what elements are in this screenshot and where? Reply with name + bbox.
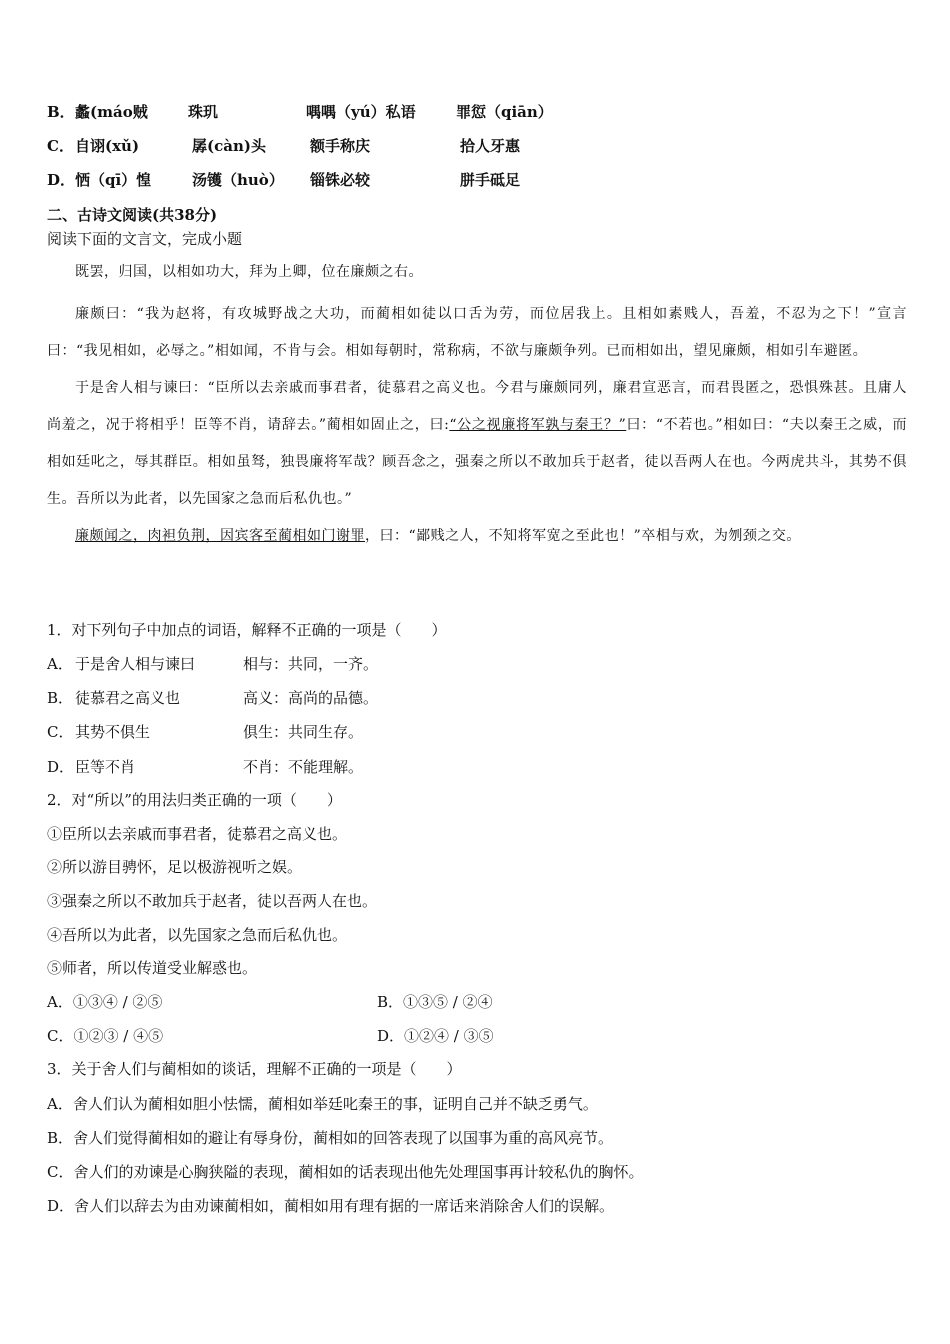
passage-paragraph-4: 廉颇闻之，肉袒负荆，因宾客至蔺相如门谢罪，曰：“鄙贱之人，不知将军宽之至此也！”卒相与欢，为刎颈之交。 (75, 528, 801, 544)
question-2-item-3: ③强秦之所以不敢加兵于赵者，徒以吾两人在也。 (47, 892, 378, 910)
passage-paragraph-1: 既罢，归国，以相如功大，拜为上卿，位在廉颇之右。 (75, 264, 423, 280)
question-2-item-1: ①臣所以去亲戚而事君者，徒慕君之高义也。 (47, 825, 348, 843)
q1-c-sentence: 其势不俱生 (75, 723, 151, 741)
question-1-option-b: B． (47, 689, 74, 707)
question-2-option-d: D．①②④ / ③⑤ (377, 1027, 494, 1045)
option-d-pinyin: D．恓（qī）惶 汤镬（huò） 锱铢必较 胼手砥足 (47, 171, 521, 189)
question-3-option-a: A．舍人们认为蔺相如胆小怯懦，蔺相如举廷叱秦王的事，证明自己并不缺乏勇气。 (47, 1095, 598, 1113)
question-3-option-d: D．舍人们以辞去为由劝谏蔺相如，蔺相如用有理有据的一席话来消除舍人们的误解。 (47, 1197, 615, 1215)
section-title: 二、古诗文阅读(共38分) (47, 206, 218, 224)
underlined-sentence-2: 廉颇闻之，肉袒负荆，因宾客至蔺相如门谢罪 (75, 528, 365, 544)
question-2-option-b: B．①③⑤ / ②④ (377, 993, 493, 1011)
question-1-stem: 1．对下列句子中加点的词语，解释不正确的一项是（ ） (47, 621, 447, 639)
q1-a-sentence: 于是舍人相与谏曰 (75, 655, 196, 673)
question-2-stem: 2．对“所以”的用法归类正确的一项（ ） (47, 791, 342, 809)
question-2-item-2: ②所以游目骋怀，足以极游视听之娱。 (47, 858, 303, 876)
q1-b-sentence: 徒慕君之高义也 (75, 689, 181, 707)
underlined-sentence-1: “公之视廉将军孰与秦王？” (449, 417, 627, 433)
question-2-item-4: ④吾所以为此者，以先国家之急而后私仇也。 (47, 926, 348, 944)
question-1-option-a: A． (47, 655, 73, 673)
q1-d-sentence: 臣等不肖 (75, 758, 136, 776)
question-1-option-d: D． (47, 758, 75, 776)
q1-b-gloss: 高义：高尚的品德。 (243, 689, 379, 707)
q1-d-gloss: 不肖：不能理解。 (243, 758, 364, 776)
question-1-option-c: C． (47, 723, 74, 741)
option-b-pinyin: B．蠡(máo贼 珠玑 喁喁（yú）私语 罪愆（qiān） (47, 103, 553, 121)
question-2-option-c: C．①②③ / ④⑤ (47, 1027, 164, 1045)
passage-paragraph-2: 廉颇曰：“我为赵将，有攻城野战之大功，而蔺相如徒以口舌为劳，而位居我上。且相如素贱人，吾羞，不忍为之下！”宣言曰：“我见相如，必辱之。”相如闻，不肯与会。相如每朝时，常称病，不欲与廉颇争列。已而相如出，望见廉颇，相如引车避匿。 (47, 306, 907, 359)
question-2-option-a: A．①③④ / ②⑤ (47, 993, 163, 1011)
question-3-stem: 3．关于舍人们与蔺相如的谈话，理解不正确的一项是（ ） (47, 1060, 462, 1078)
option-c-pinyin: C．自诩(xǔ) 孱(càn)头 额手称庆 拾人牙惠 (47, 137, 521, 155)
section-instruction: 阅读下面的文言文，完成小题 (47, 230, 243, 248)
q1-a-gloss: 相与：共同，一齐。 (243, 655, 379, 673)
classical-passage (47, 262, 907, 555)
question-3-option-c: C．舍人们的劝谏是心胸狭隘的表现，蔺相如的话表现出他先处理国事再计较私仇的胸怀。 (47, 1163, 644, 1181)
question-3-option-b: B．舍人们觉得蔺相如的避让有辱身份，蔺相如的回答表现了以国事为重的高风亮节。 (47, 1129, 614, 1147)
question-2-item-5: ⑤师者，所以传道受业解惑也。 (47, 959, 258, 977)
passage-paragraph-3: 于是舍人相与谏曰：“臣所以去亲戚而事君者，徒慕君之高义也。今君与廉颇同列，廉君宣恶言，而君畏匿之，恐惧殊甚。且庸人尚羞之，况于将相乎！臣等不肖，请辞去。”蔺相如固止之，曰:“公之视廉将军孰与秦王？”曰：“不若也。”相如曰：“夫以秦王之威，而相如廷叱之，辱其群臣。相如虽驽，独畏廉将军哉？顾吾念之，强秦之所以不敢加兵于赵者，徒以吾两人在也。今两虎共斗，其势不俱生。吾所以为此者，以先国家之急而后私仇也。” (47, 380, 907, 507)
q1-c-gloss: 俱生：共同生存。 (243, 723, 364, 741)
